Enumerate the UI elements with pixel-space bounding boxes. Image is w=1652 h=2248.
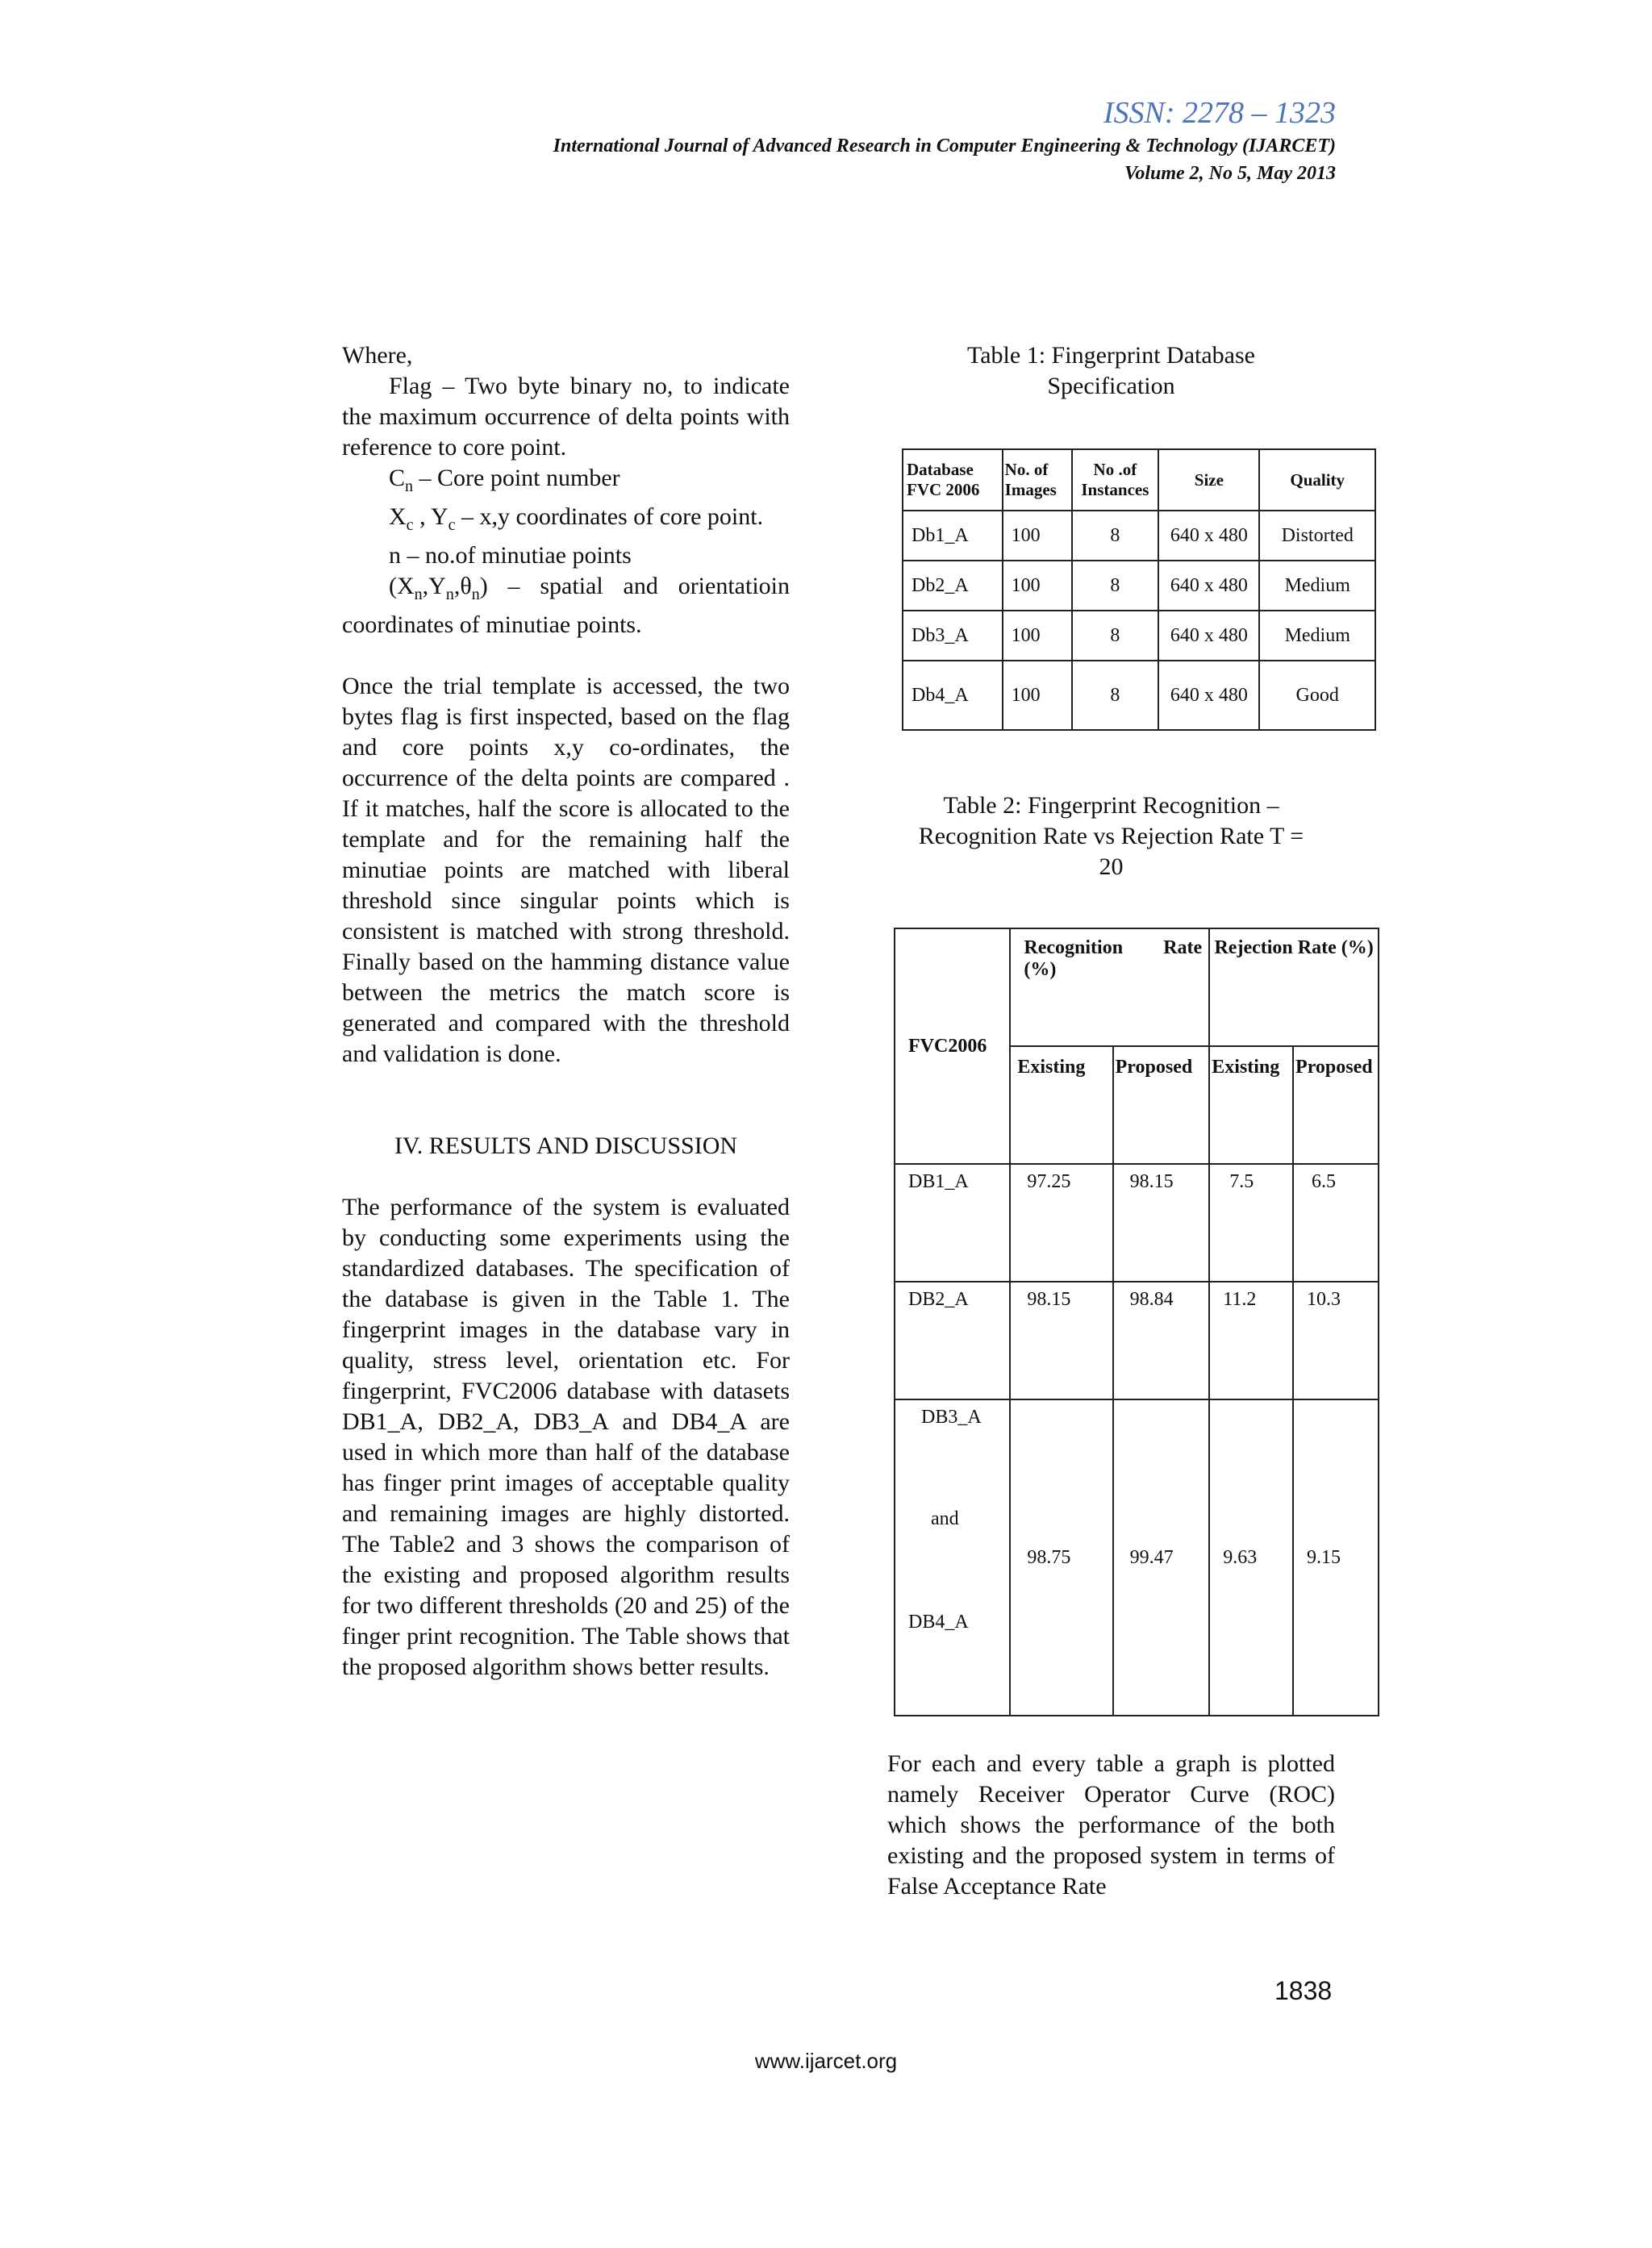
table2-row-header: FVC2006 bbox=[895, 928, 1010, 1164]
core-point-definition: $C_n$ – Core point number bbox=[389, 465, 620, 495]
table-row: Db4_A 100 8 640 x 480 Good bbox=[903, 661, 1375, 730]
minutiae-count-definition: n – no.of minutiae points bbox=[389, 542, 632, 569]
table-row: DB3_A and DB4_A 98.75 99.47 9.63 9.15 bbox=[895, 1399, 1379, 1716]
table2-group-rejection: Rejection Rate (%) bbox=[1209, 928, 1379, 1046]
table-row: DB1_A 97.25 98.15 7.5 6.5 bbox=[895, 1164, 1379, 1282]
table-row: Db1_A 100 8 640 x 480 Distorted bbox=[903, 511, 1375, 561]
table2-sub-proposed-recognition: Proposed bbox=[1113, 1046, 1210, 1164]
left-column bbox=[342, 340, 790, 1683]
table-row: Db2_A 100 8 640 x 480 Medium bbox=[903, 561, 1375, 611]
section-heading: IV. RESULTS AND DISCUSSION bbox=[394, 1132, 738, 1159]
table2-sub-proposed-rejection: Proposed bbox=[1293, 1046, 1379, 1164]
table2-group-recognition: Recognition Rate (%) bbox=[1010, 928, 1209, 1046]
roc-paragraph: For each and every table a graph is plotted namely Receiver Operator Curve (ROC) which shows the performance of the both existing and the proposed system in terms of False Acceptance Rate bbox=[887, 1750, 1335, 1900]
table-row: DB2_A 98.15 98.84 11.2 10.3 bbox=[895, 1282, 1379, 1399]
volume-info: Volume 2, No 5, May 2013 bbox=[1124, 163, 1336, 184]
table1-caption: Table 1: Fingerprint Database Specification bbox=[967, 342, 1255, 399]
table2 bbox=[894, 928, 1379, 1716]
trial-template-paragraph: Once the trial template is accessed, the two bytes flag is first inspected, based on the flag and core points x,y co-ordinates, the occurrence of the delta points are compared . If it matches, half the score is allocated to the template and for the remaining half the minutiae points are matched with liberal threshold since singular points which is consistent is matched with strong threshold. Finally based on the hamming distance value between the metrics the match score is generated and compared with the threshold and validation is done. bbox=[342, 673, 790, 1067]
table-row: Db3_A 100 8 640 x 480 Medium bbox=[903, 611, 1375, 661]
table1-header-size: Size bbox=[1158, 449, 1259, 511]
issn: ISSN: 2278 – 1323 bbox=[1103, 96, 1336, 130]
table2-sub-existing-recognition: Existing bbox=[1010, 1046, 1112, 1164]
table1-header-quality: Quality bbox=[1259, 449, 1375, 511]
footer-website: www.ijarcet.org bbox=[754, 2049, 898, 2073]
table1-header-images: No. of Images bbox=[1003, 449, 1072, 511]
page-number: 1838 bbox=[1274, 1976, 1333, 2005]
roc-paragraph-container bbox=[887, 1749, 1335, 1902]
results-paragraph: The performance of the system is evaluated by conducting some experiments using the standardized databases. The specification of the database is given in the Table 1. The fingerprint images in the database vary in quality, stress level, orientation etc. For fingerprint, FVC2006 database with datasets DB1_A, DB2_A, DB3_A and DB4_A are used in which more than half of the database has finger print images of acceptable quality and remaining images are highly distorted. The Table2 and 3 shows the comparison of the existing and proposed algorithm results for two different thresholds (20 and 25) of the finger print recognition. The Table shows that the proposed algorithm shows better results. bbox=[342, 1194, 790, 1680]
where-label: Where, bbox=[342, 342, 413, 369]
table1-header-database: Database FVC 2006 bbox=[903, 449, 1003, 511]
table2-caption: Table 2: Fingerprint Recognition – Recognition Rate vs Rejection Rate T = 20 bbox=[918, 792, 1304, 880]
core-coordinates-definition: $X_c$ , $Y_c - x,y$ coordinates of core point. bbox=[389, 503, 764, 534]
table1-header-instances: No .of Instances bbox=[1072, 449, 1159, 511]
minutiae-coordinates-definition: $(X_n,Y_n,\theta_n)$ – spatial and orientatioin coordinates of minutiae points. bbox=[342, 573, 790, 638]
table1 bbox=[902, 448, 1376, 731]
table2-sub-existing-rejection: Existing bbox=[1209, 1046, 1293, 1164]
flag-definition: Flag – Two byte binary no, to indicate the maximum occurrence of delta points with reference to core point. bbox=[342, 373, 790, 461]
journal-title: International Journal of Advanced Research in Computer Engineering & Technology (IJARCET) bbox=[553, 136, 1336, 156]
